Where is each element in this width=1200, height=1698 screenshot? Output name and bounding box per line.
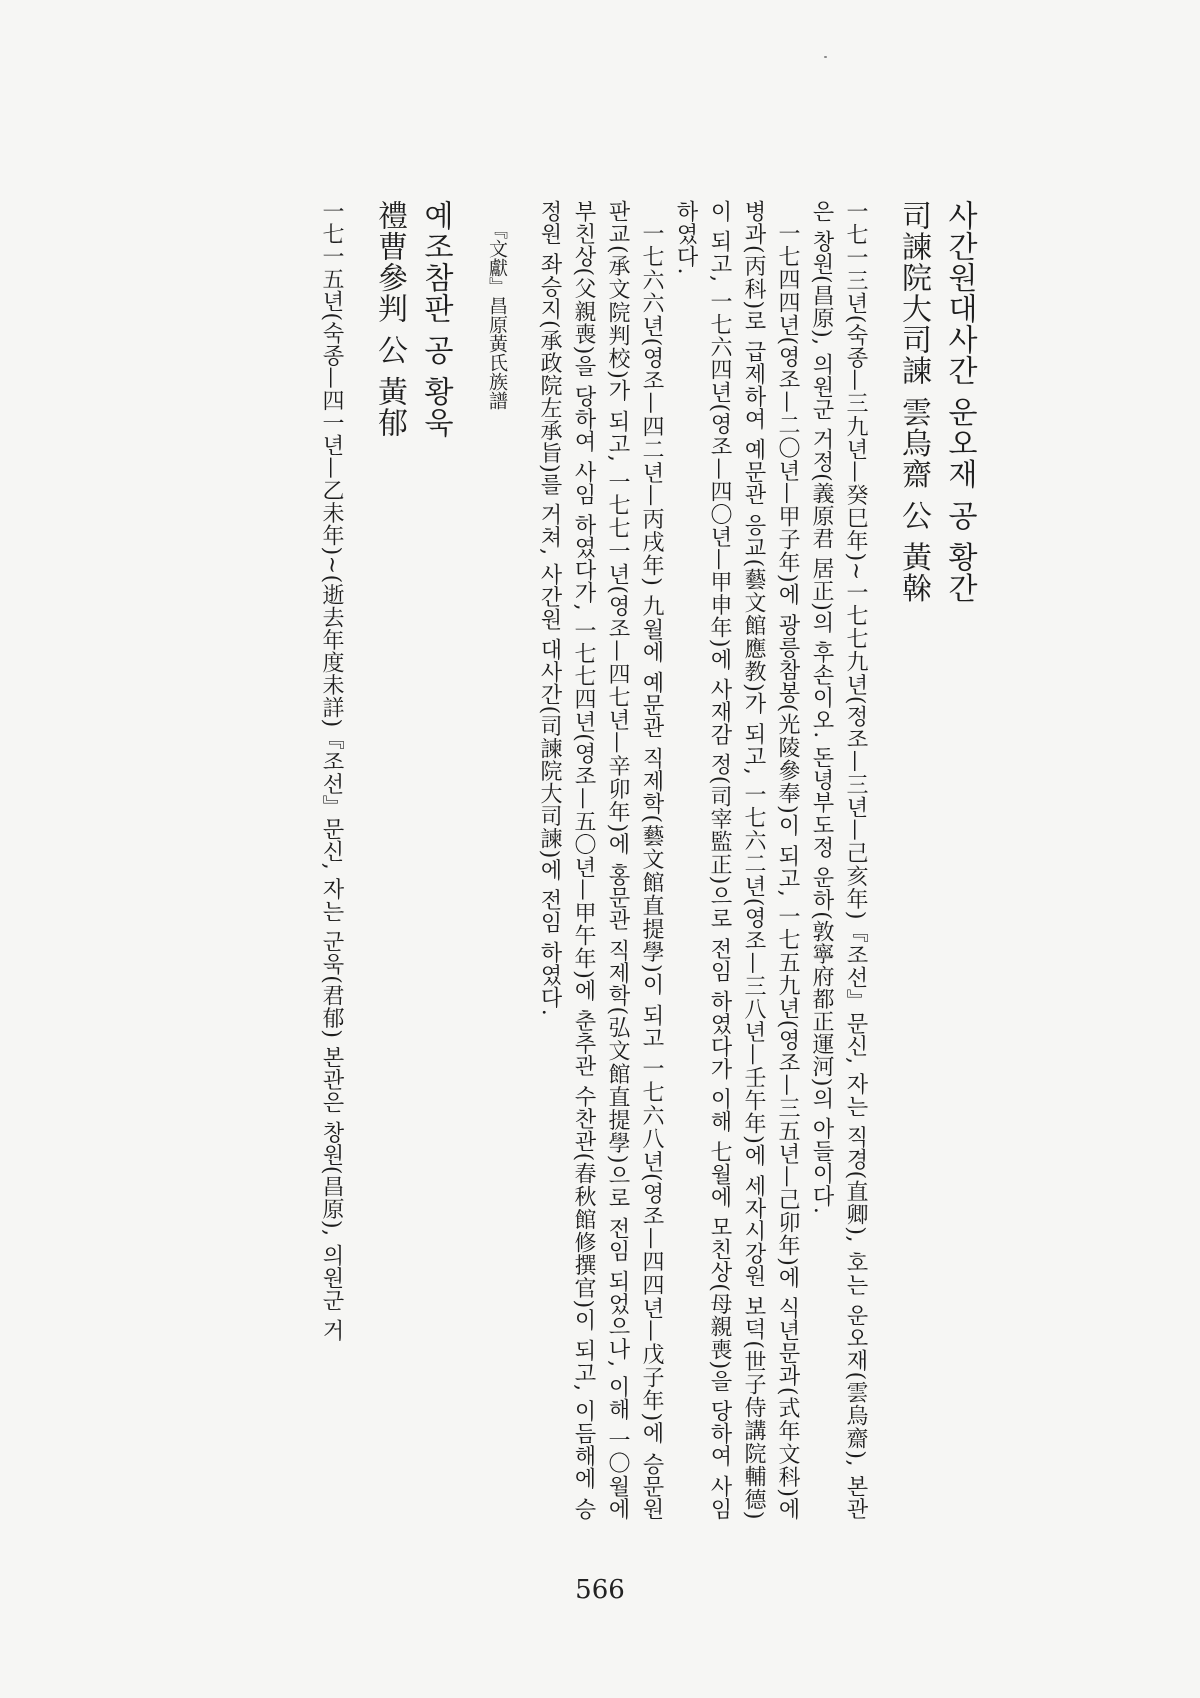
entry1-heading-hanja: 司諫院大司諫 雲烏齋 公 黃榦	[896, 200, 931, 604]
entry1-paragraph-2: 一七四四년(영조—二〇년—甲子年)에 광릉참봉(光陵參奉)이 되고, 一七五九년(영조—三五년—己卯年)에 식년문과(式年文科)에 병과(丙科)로 급제하여 예문관 응교(藝文館應教)가 되고, 一七六二년(영조—三八년—壬午年)에 세자시강원 보덕(世子侍講院輔德)이 되고, 一七六四년(영조—四〇년—甲申年)에 사재감 정(司宰監正)으로 전임 하였다가 이해 七월에 모친상(母親喪)을 당하여 사임 하였다.	[673, 200, 800, 1520]
entry1-source: 『文獻』昌原黃氏族譜	[486, 220, 508, 410]
paper-speck	[824, 56, 827, 58]
section-gap	[454, 200, 482, 1520]
page-number: 566	[575, 1575, 625, 1605]
vertical-text-block	[314, 200, 978, 1520]
entry1-paragraph-3: 一七六六년(영조—四二년—丙戌年) 九월에 예문관 직제학(藝文館直提學)이 되고 一七六八년(영조—四四년—戊子年)에 승문원 판교(承文院判校)가 되고, 一七七一년(영조—四七년—辛卯年)에 홍문관 직제학(弘文館直提學)으로 전임 되었으나, 이해 一〇월에 부친상(父親喪)을 당하여 사임 하였다가, 一七七四년(영조—五〇년—甲午年)에 춘추관 수찬관(春秋館修撰官)이 되고, 이듬해에 승정원 좌승지(承政院左承旨)를 거쳐, 사간원 대사간(司諫院大司諫)에 전임 하였다.	[537, 200, 664, 1520]
entry1-paragraph-1: 一七一三년(숙종—三九년—癸巳年)~一七七九년(정조—三년—己亥年)『조선』문신, 자는 직경(直卿), 호는 운오재(雲烏齋), 본관은 창원(昌原), 의원군 거정(義原君 居正)의 후손이오. 돈녕부도정 운하(敦寧府都正運河)의 아들이다.	[809, 200, 868, 1520]
entry1-heading-hangul: 사간원대사간 운오재 공 황간	[942, 200, 977, 604]
entry2-paragraph-1: 一七一五년(숙종—四一년—乙未年)~(逝去年度未詳)『조선』문신, 자는 군욱(君郁) 본관은 창원(昌原), 의원군 거	[319, 200, 344, 1342]
entry2-heading-hangul: 예조참판 공 황욱	[418, 200, 453, 439]
entry2-heading-hanja: 禮曹參判 公 黃郁	[372, 200, 407, 439]
